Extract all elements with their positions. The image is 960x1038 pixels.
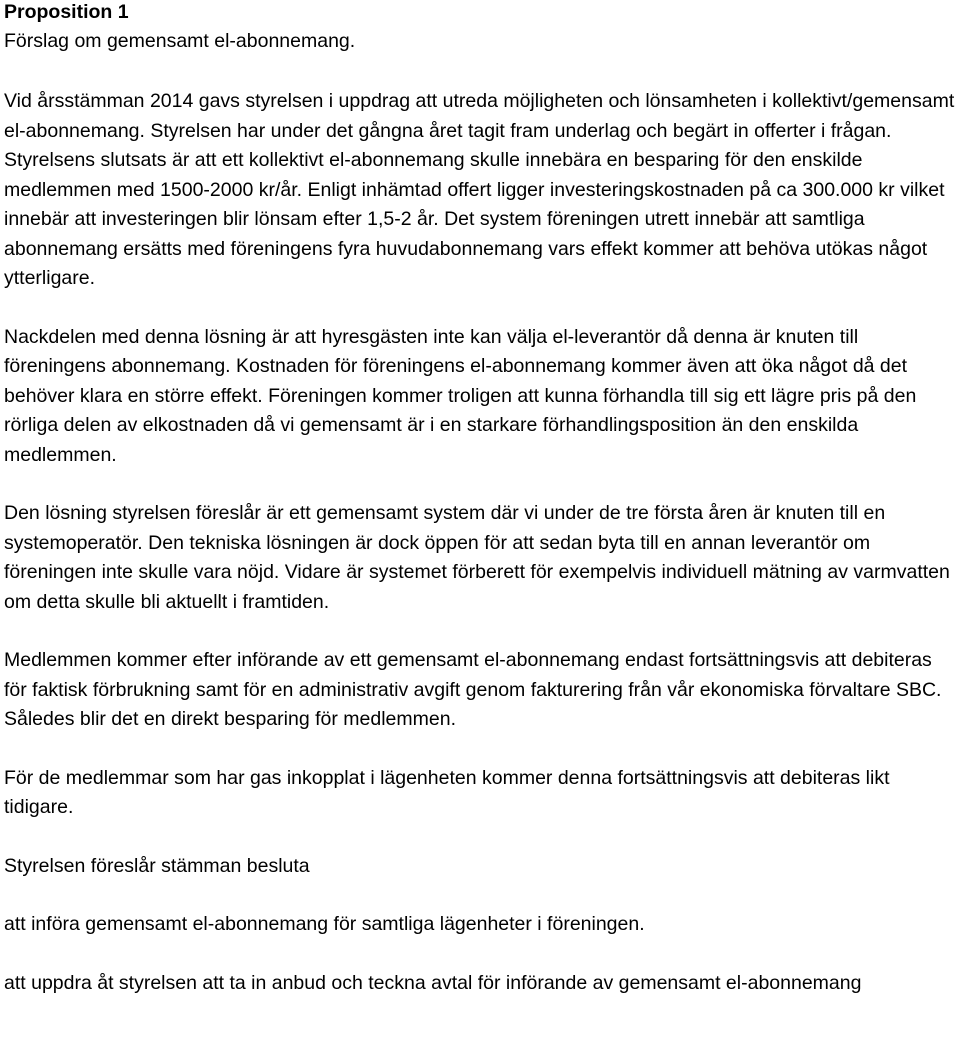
paragraph-disadvantages: Nackdelen med denna lösning är att hyresgästen inte kan välja el-leverantör då denna är knuten till föreningens abonnemang. Kostnaden för föreningens el-abonnemang kommer även att öka något då det behöver klara en större effekt. Föreningen kommer troligen att kunna förhandla till sig ett lägre pris på den rörliga delen av elkostnaden då vi gemensamt är i en starkare förhandlingsposition än den enskilda medlemmen. <box>4 325 917 466</box>
document-page <box>4 0 958 998</box>
proposal-item: att införa gemensamt el-abonnemang för samtliga lägenheter i föreningen. <box>4 913 645 935</box>
proposition-title: Proposition 1 <box>4 1 129 23</box>
paragraph-gas: För de medlemmar som har gas inkopplat i lägenheten kommer denna fortsättningsvis att debiteras likt tidigare. <box>4 766 890 818</box>
paragraph-proposed-solution: Den lösning styrelsen föreslår är ett gemensamt system där vi under de tre första åren är knuten till en systemoperatör. Den tekniska lösningen är dock öppen för att sedan byta till en annan leverantör om föreningen inte skulle vara nöjd. Vidare är systemet förberett för exempelvis individuell mätning av varmvatten om detta skulle bli aktuellt i framtiden. <box>4 502 950 613</box>
paragraph-background: Vid årsstämman 2014 gavs styrelsen i uppdrag att utreda möjligheten och lönsamheten i kollektivt/gemensamt el-abonnemang. Styrelsen har under det gångna året tagit fram underlag och begärt in offerter i frågan. Styrelsens slutsats är att ett kollektivt el-abonnemang skulle innebära en besparing för den enskilde medlemmen med 1500-2000 kr/år. Enligt inhämtad offert ligger investeringskostnaden på ca 300.000 kr vilket innebär att investeringen blir lönsam efter 1,5-2 år. Det system föreningen utrett innebär att samtliga abonnemang ersätts med föreningens fyra huvudabonnemang vars effekt kommer att behöva utökas något ytterligare. <box>4 90 955 289</box>
proposal-item: att uppdra åt styrelsen att ta in anbud och teckna avtal för införande av gemensamt el-abonnemang <box>4 971 862 994</box>
paragraph-member-billing: Medlemmen kommer efter införande av ett gemensamt el-abonnemang endast fortsättningsvis att debiteras för faktisk förbrukning samt för en administrativ avgift genom fakturering från vår ekonomiska förvaltare SBC. Således blir det en direkt besparing för medlemmen. <box>4 649 942 730</box>
proposal-intro: Styrelsen föreslår stämman besluta <box>4 854 310 877</box>
proposition-subtitle: Förslag om gemensamt el-abonnemang. <box>4 30 356 52</box>
